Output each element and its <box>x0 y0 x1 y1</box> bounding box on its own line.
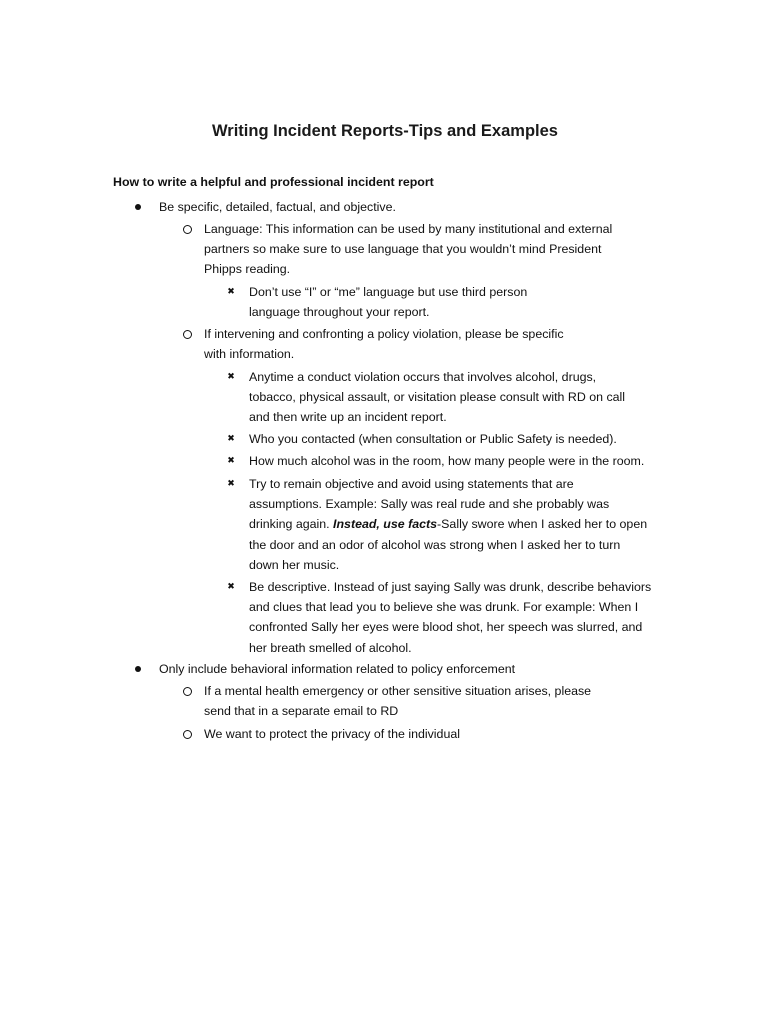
list-item-text: the door and an odor of alcohol was strong when I asked her to turn <box>249 537 621 552</box>
list-item-text: Anytime a conduct violation occurs that involves alcohol, drugs, <box>249 370 597 384</box>
page-title: Writing Incident Reports-Tips and Examples <box>212 122 558 140</box>
emphasis-text: Instead, use facts <box>333 517 438 532</box>
list-item-text: Don’t use “I” or “me” language but use third person <box>249 285 528 299</box>
hollow-circle-bullet-icon <box>180 219 194 239</box>
list-item-text: send that in a separate email to RD <box>204 704 399 719</box>
list-item-text: We want to protect the privacy of the individual <box>204 727 460 741</box>
ornament-star-bullet-icon: ✖ <box>227 287 235 297</box>
list-item-text <box>249 514 647 534</box>
list-item-text: and clues that lead you to believe she was drunk. For example: When I <box>249 600 639 615</box>
ornament-star-bullet-icon: ✖ <box>227 456 235 466</box>
list-item-text: with information. <box>204 347 295 362</box>
list-item-text: tobacco, physical assault, or visitation please consult with RD on call <box>249 390 626 405</box>
list-item-text: Try to remain objective and avoid using statements that are <box>249 477 574 491</box>
list-item-text: down her music. <box>249 557 340 572</box>
list-item-text: partners so make sure to use language that you wouldn’t mind President <box>204 242 602 257</box>
list-item-text-part: -Sally swore when I asked her to open <box>437 517 648 532</box>
list-item-text: How much alcohol was in the room, how many people were in the room. <box>249 454 645 468</box>
list-item-text-part: drinking again. <box>249 517 334 532</box>
list-item-text: If intervening and confronting a policy violation, please be specific <box>204 327 564 341</box>
list-item-text: assumptions. Example: Sally was real rude and she probably was <box>249 497 610 512</box>
list-item-text: her breath smelled of alcohol. <box>249 640 412 655</box>
list-item-text: Be specific, detailed, factual, and objective. <box>159 200 396 214</box>
list-item-text: If a mental health emergency or other sensitive situation arises, please <box>204 684 592 698</box>
filled-circle-bullet-icon <box>131 197 145 217</box>
ornament-star-bullet-icon: ✖ <box>227 582 235 592</box>
ornament-star-bullet-icon: ✖ <box>227 434 235 444</box>
hollow-circle-bullet-icon <box>180 681 194 701</box>
filled-circle-bullet-icon <box>131 659 145 679</box>
ornament-star-bullet-icon: ✖ <box>227 479 235 489</box>
hollow-circle-bullet-icon <box>180 324 194 344</box>
list-item-text: confronted Sally her eyes were blood shot, her speech was slurred, and <box>249 620 643 635</box>
list-item-text: Be descriptive. Instead of just saying Sally was drunk, describe behaviors <box>249 580 652 594</box>
list-item-text: and then write up an incident report. <box>249 410 447 425</box>
list-item-text: Language: This information can be used by many institutional and external <box>204 222 613 236</box>
ornament-star-bullet-icon: ✖ <box>227 372 235 382</box>
section-heading: How to write a helpful and professional incident report <box>113 175 434 189</box>
list-item-text: Phipps reading. <box>204 262 291 277</box>
list-item-text: Only include behavioral information related to policy enforcement <box>159 662 516 676</box>
list-item-text: language throughout your report. <box>249 305 430 320</box>
hollow-circle-bullet-icon <box>180 724 194 744</box>
list-item-text: Who you contacted (when consultation or Public Safety is needed). <box>249 432 617 446</box>
